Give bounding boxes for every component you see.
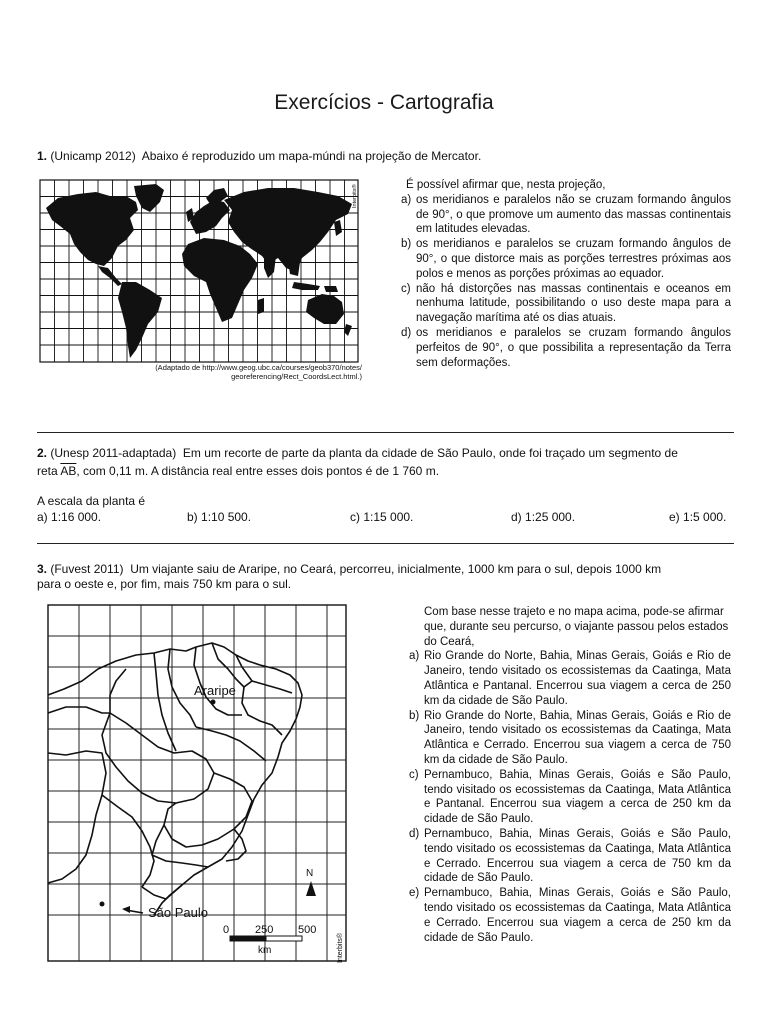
question-2-text-2b: , com 0,11 m. A distância real entre esses dois pontos é de 1 760 m. xyxy=(76,464,440,478)
question-3-source: (Fuvest 2011) xyxy=(50,562,124,576)
option-1a[interactable]: a) os meridianos e paralelos não se cruzam formando ângulos de 90°, o que promove um aumento das massas continentais em latitudes elevadas. xyxy=(401,193,731,236)
divider-1 xyxy=(37,432,734,433)
scale-label-0: 0 xyxy=(223,924,230,936)
madagascar-shape xyxy=(258,298,264,314)
question-2-text-1: Em um recorte de parte da planta da cidade de São Paulo, onde foi traçado um segmento de xyxy=(182,446,678,460)
question-1-number: 1. xyxy=(37,149,48,163)
scale-bar-white xyxy=(266,936,302,941)
option-1c[interactable]: c) não há distorções nas massas continentais e oceanos em nenhuma latitude, possibilitando o uso deste mapa para a navegação marítima até os dias atuais. xyxy=(401,282,731,325)
divider-2 xyxy=(37,543,734,544)
question-2-prompt: A escala da planta é xyxy=(37,494,146,508)
question-1-source: (Unicamp 2012) xyxy=(50,149,136,163)
question-1-prompt: É possível afirmar que, nesta projeção, xyxy=(406,179,606,191)
north-label: N xyxy=(306,868,314,879)
option-1b[interactable]: b) os meridianos e paralelos se cruzam formando ângulos de 90°, o que distorce mais as porções terrestres próximas aos polos e menos as porções próximas ao equador. xyxy=(401,238,731,280)
option-1d[interactable]: d) os meridianos e paralelos se cruzam formando ângulos perfeitos de 90°, o que possibilita a representação da Terra sem deformações. xyxy=(401,326,731,369)
option-3b[interactable]: b) Rio Grande do Norte, Bahia, Minas Gerais, Goiás e Rio de Janeiro, tendo visitado os ecossistemas da Caatinga, Mata Atlântica e Cerrado. Encerrou sua viagem a cerca de 750 km da cidade de São Paulo. xyxy=(409,709,731,766)
option-2b[interactable]: b) 1:10 500. xyxy=(187,510,252,524)
new-guinea-shape xyxy=(324,286,338,292)
scale-unit: km xyxy=(258,945,272,956)
question-3-options xyxy=(409,605,731,945)
question-2-source: (Unesp 2011-adaptada) xyxy=(50,446,177,460)
option-2e[interactable]: e) 1:5 000. xyxy=(669,510,727,524)
scale-bar-black xyxy=(230,936,266,941)
question-2-statement xyxy=(37,446,737,479)
scale-label-500: 500 xyxy=(298,924,317,936)
option-3c[interactable]: c) Pernambuco, Bahia, Minas Gerais, Goiás e São Paulo, tendo visitado os ecossistemas da Caatinga, Mata Atlântica e Pantanal. Encerrou sua viagem a cerca de 250 km da cidade de São Paulo. xyxy=(409,768,731,826)
map-credit-brazil: Interbits® xyxy=(337,932,344,963)
question-3-number: 3. xyxy=(37,562,48,576)
question-2-text-2a: reta xyxy=(37,464,58,478)
option-3d[interactable]: d) Pernambuco, Bahia, Minas Gerais, Goiás e São Paulo, tendo visitado os ecossistemas da Caatinga, Mata Atlântica e Cerrado. Encerrou sua viagem a cerca de 750 km da cidade de São Paulo. xyxy=(409,827,731,885)
option-3e[interactable]: e) Pernambuco, Bahia, Minas Gerais, Goiás e São Paulo, tendo visitado os ecossistemas da Caatinga, Mata Atlântica e Cerrado. Encerrou sua viagem a cerca de 250 km da cidade de São Paulo. xyxy=(409,887,731,944)
option-3a[interactable]: a) Rio Grande do Norte, Bahia, Minas Gerais, Goiás e Rio de Janeiro, tendo visitado os ecossistemas da Caatinga, Mata Atlântica e Pantanal. Encerrou sua viagem a cerca de 250 km da cidade de São Paulo. xyxy=(409,650,731,707)
question-3-statement xyxy=(37,562,737,592)
question-3-text-2: para o oeste e, por fim, mais 750 km para o sul. xyxy=(37,577,292,591)
scale-label-250: 250 xyxy=(255,924,274,936)
label-sao-paulo: São Paulo xyxy=(148,905,208,920)
option-2d[interactable]: d) 1:25 000. xyxy=(511,510,576,524)
label-araripe: Araripe xyxy=(194,683,236,698)
mercator-world-map xyxy=(38,178,364,364)
page-title: Exercícios - Cartografia xyxy=(274,91,494,114)
segment-ab: $\overline{AB}$ xyxy=(60,464,77,478)
map-source-credit: (Adaptado de http://www.geog.ubc.ca/courses/geob370/notes/ georeferencing/Rect_CoordsLect.html.) xyxy=(155,363,362,381)
araripe-marker xyxy=(211,700,216,705)
question-1-options xyxy=(401,178,731,370)
question-3-text-1: Um viajante saiu de Araripe, no Ceará, percorreu, inicialmente, 1000 km para o sul, depois 1000 km xyxy=(130,562,662,576)
question-2-number: 2. xyxy=(37,446,48,460)
option-2c[interactable]: c) 1:15 000. xyxy=(350,510,414,524)
question-1-text: Abaixo é reproduzido um mapa-múndi na projeção de Mercator. xyxy=(141,149,482,163)
map-credit-side: Interbits® xyxy=(352,184,358,208)
sao-paulo-marker xyxy=(100,902,105,907)
question-3-prompt: Com base nesse trajeto e no mapa acima, pode-se afirmar que, durante seu percurso, o viajante passou pelos estados do Ceará, xyxy=(424,606,729,648)
brazil-map xyxy=(46,603,350,965)
question-1-statement xyxy=(37,149,737,164)
option-2a[interactable]: a) 1:16 000. xyxy=(37,510,102,524)
